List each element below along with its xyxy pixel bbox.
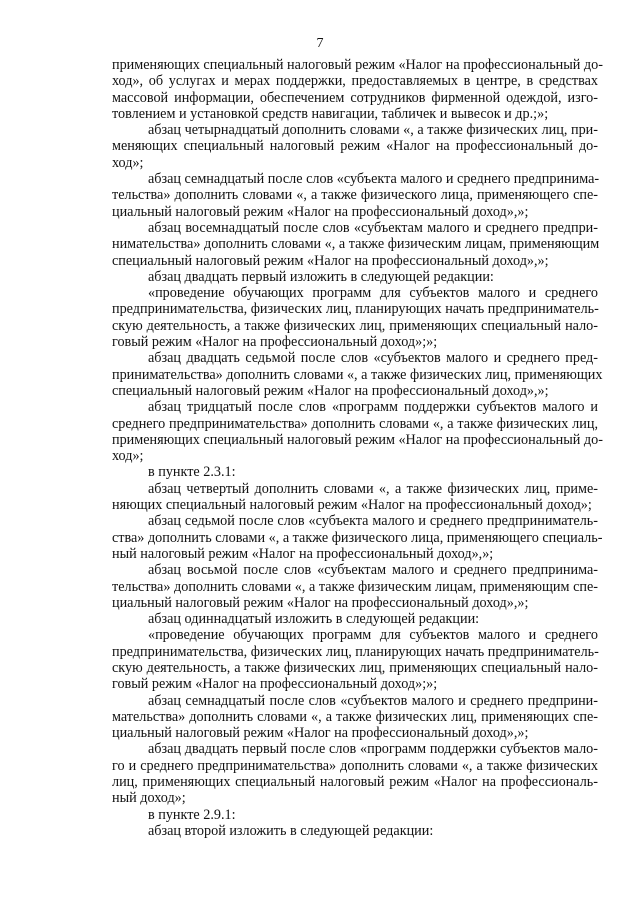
text-line: применяющих специальный налоговый режим «Налог на профессиональный до- bbox=[112, 57, 603, 73]
text-line: ход»; bbox=[112, 448, 144, 465]
paragraph bbox=[112, 627, 598, 692]
text-line: говый режим «Налог на профессиональный доход»;»; bbox=[112, 676, 438, 693]
text-line: принимательства» дополнить словами «, а также физических лиц, применяющих bbox=[112, 366, 603, 383]
text-line: абзац двадцать седьмой после слов «субъектов малого и среднего пред- bbox=[148, 350, 598, 367]
text-line: ход»; bbox=[112, 154, 144, 171]
text-line: абзац второй изложить в следующей редакции: bbox=[148, 822, 434, 839]
text-line: ный доход»; bbox=[112, 790, 186, 807]
text-line: предпринимательства, физических лиц, планирующих начать предприниматель- bbox=[112, 643, 599, 660]
text-line: абзац четырнадцатый дополнить словами «, а также физических лиц, при- bbox=[148, 122, 598, 139]
page-number: 7 bbox=[316, 36, 324, 51]
paragraph bbox=[112, 464, 598, 480]
paragraph bbox=[112, 399, 603, 465]
text-line: абзац семнадцатый после слов «субъекта малого и среднего предпринима- bbox=[148, 171, 600, 188]
text-line: меняющих специальный налоговый режим «Налог на профессиональный до- bbox=[112, 138, 598, 155]
paragraph bbox=[112, 807, 598, 823]
paragraph bbox=[112, 611, 598, 627]
text-line: специальный налоговый режим «Налог на профессиональный доход»,»; bbox=[112, 382, 549, 399]
text-line: абзац восемнадцатый после слов «субъектам малого и среднего предпри- bbox=[148, 219, 598, 236]
text-line: го и среднего предпринимательства» дополнить словами «, а также физических bbox=[112, 757, 598, 774]
text-line: циальный налоговый режим «Налог на профессиональный доход»,»; bbox=[112, 725, 529, 742]
text-line: циальный налоговый режим «Налог на профессиональный доход»,»; bbox=[112, 594, 529, 611]
text-line: абзац одиннадцатый изложить в следующей редакции: bbox=[148, 611, 480, 628]
text-line: специальный налоговый режим «Налог на профессиональный доход»,»; bbox=[112, 252, 549, 269]
text-line: лиц, применяющих специальный налоговый режим «Налог на профессиональ- bbox=[112, 774, 598, 791]
paragraph bbox=[112, 513, 603, 562]
text-line: в пункте 2.3.1: bbox=[148, 464, 236, 481]
text-line: циальный налоговый режим «Налог на профессиональный доход»,»; bbox=[112, 203, 529, 220]
text-line: скую деятельность, а также физических лиц, применяющих специальный нало- bbox=[112, 659, 598, 676]
text-line: применяющих специальный налоговый режим «Налог на профессиональный до- bbox=[112, 431, 603, 448]
text-line: ства» дополнить словами «, а также физического лица, применяющего специаль- bbox=[112, 529, 603, 546]
paragraph bbox=[112, 350, 603, 399]
text-line: говый режим «Налог на профессиональный доход»;»; bbox=[112, 334, 438, 351]
paragraph bbox=[112, 693, 598, 742]
paragraph bbox=[112, 220, 598, 269]
paragraph bbox=[112, 57, 603, 122]
text-line: ход», об услугах и мерах поддержки, предоставляемых в центре, в средствах bbox=[112, 73, 598, 90]
paragraph bbox=[112, 269, 598, 285]
text-line: нимательства» дополнить словами «, а также физическим лицам, применяющим bbox=[112, 236, 600, 253]
text-line: среднего предпринимательства» дополнить словами «, а также физических лиц, bbox=[112, 415, 598, 432]
text-line: предпринимательства, физических лиц, планирующих начать предприниматель- bbox=[112, 301, 599, 318]
text-line: ный налоговый режим «Налог на профессиональный доход»,»; bbox=[112, 545, 494, 562]
paragraph bbox=[112, 741, 598, 806]
text-line: няющих специальный налоговый режим «Налог на профессиональный доход»; bbox=[112, 497, 592, 514]
paragraph bbox=[112, 171, 598, 220]
text-line: тельства» дополнить словами «, а также физического лица, применяющего спе- bbox=[112, 187, 598, 204]
text-line: тельства» дополнить словами «, а также физическим лицам, применяющим спе- bbox=[112, 578, 598, 595]
paragraph bbox=[112, 823, 598, 839]
text-line: абзац восьмой после слов «субъектам малого и среднего предпринима- bbox=[148, 562, 598, 579]
text-line: абзац тридцатый после слов «программ поддержки субъектов малого и bbox=[148, 399, 598, 416]
text-line: абзац четвертый дополнить словами «, а также физических лиц, приме- bbox=[148, 480, 598, 497]
text-line: «проведение обучающих программ для субъектов малого и среднего bbox=[148, 285, 598, 302]
text-line: товлением и установкой средств навигации, табличек и вывесок и др.;»; bbox=[112, 105, 549, 122]
paragraph bbox=[112, 562, 598, 611]
paragraph bbox=[112, 122, 598, 171]
text-line: абзац двадцать первый после слов «программ поддержки субъектов мало- bbox=[148, 741, 598, 758]
document-body bbox=[112, 57, 603, 839]
paragraph bbox=[112, 285, 598, 350]
text-line: «проведение обучающих программ для субъектов малого и среднего bbox=[148, 627, 598, 644]
text-line: абзац седьмой после слов «субъекта малого и среднего предприниматель- bbox=[148, 513, 598, 530]
text-line: абзац семнадцатый после слов «субъектов малого и среднего предприни- bbox=[148, 692, 598, 709]
text-line: массовой информации, обеспечением сотрудников фирменной одеждой, изго- bbox=[112, 89, 598, 106]
text-line: мательства» дополнить словами «, а также физических лиц, применяющих спе- bbox=[112, 708, 598, 725]
paragraph bbox=[112, 481, 598, 514]
text-line: скую деятельность, а также физических лиц, применяющих специальный нало- bbox=[112, 317, 598, 334]
text-line: абзац двадцать первый изложить в следующей редакции: bbox=[148, 268, 494, 285]
text-line: в пункте 2.9.1: bbox=[148, 806, 236, 823]
